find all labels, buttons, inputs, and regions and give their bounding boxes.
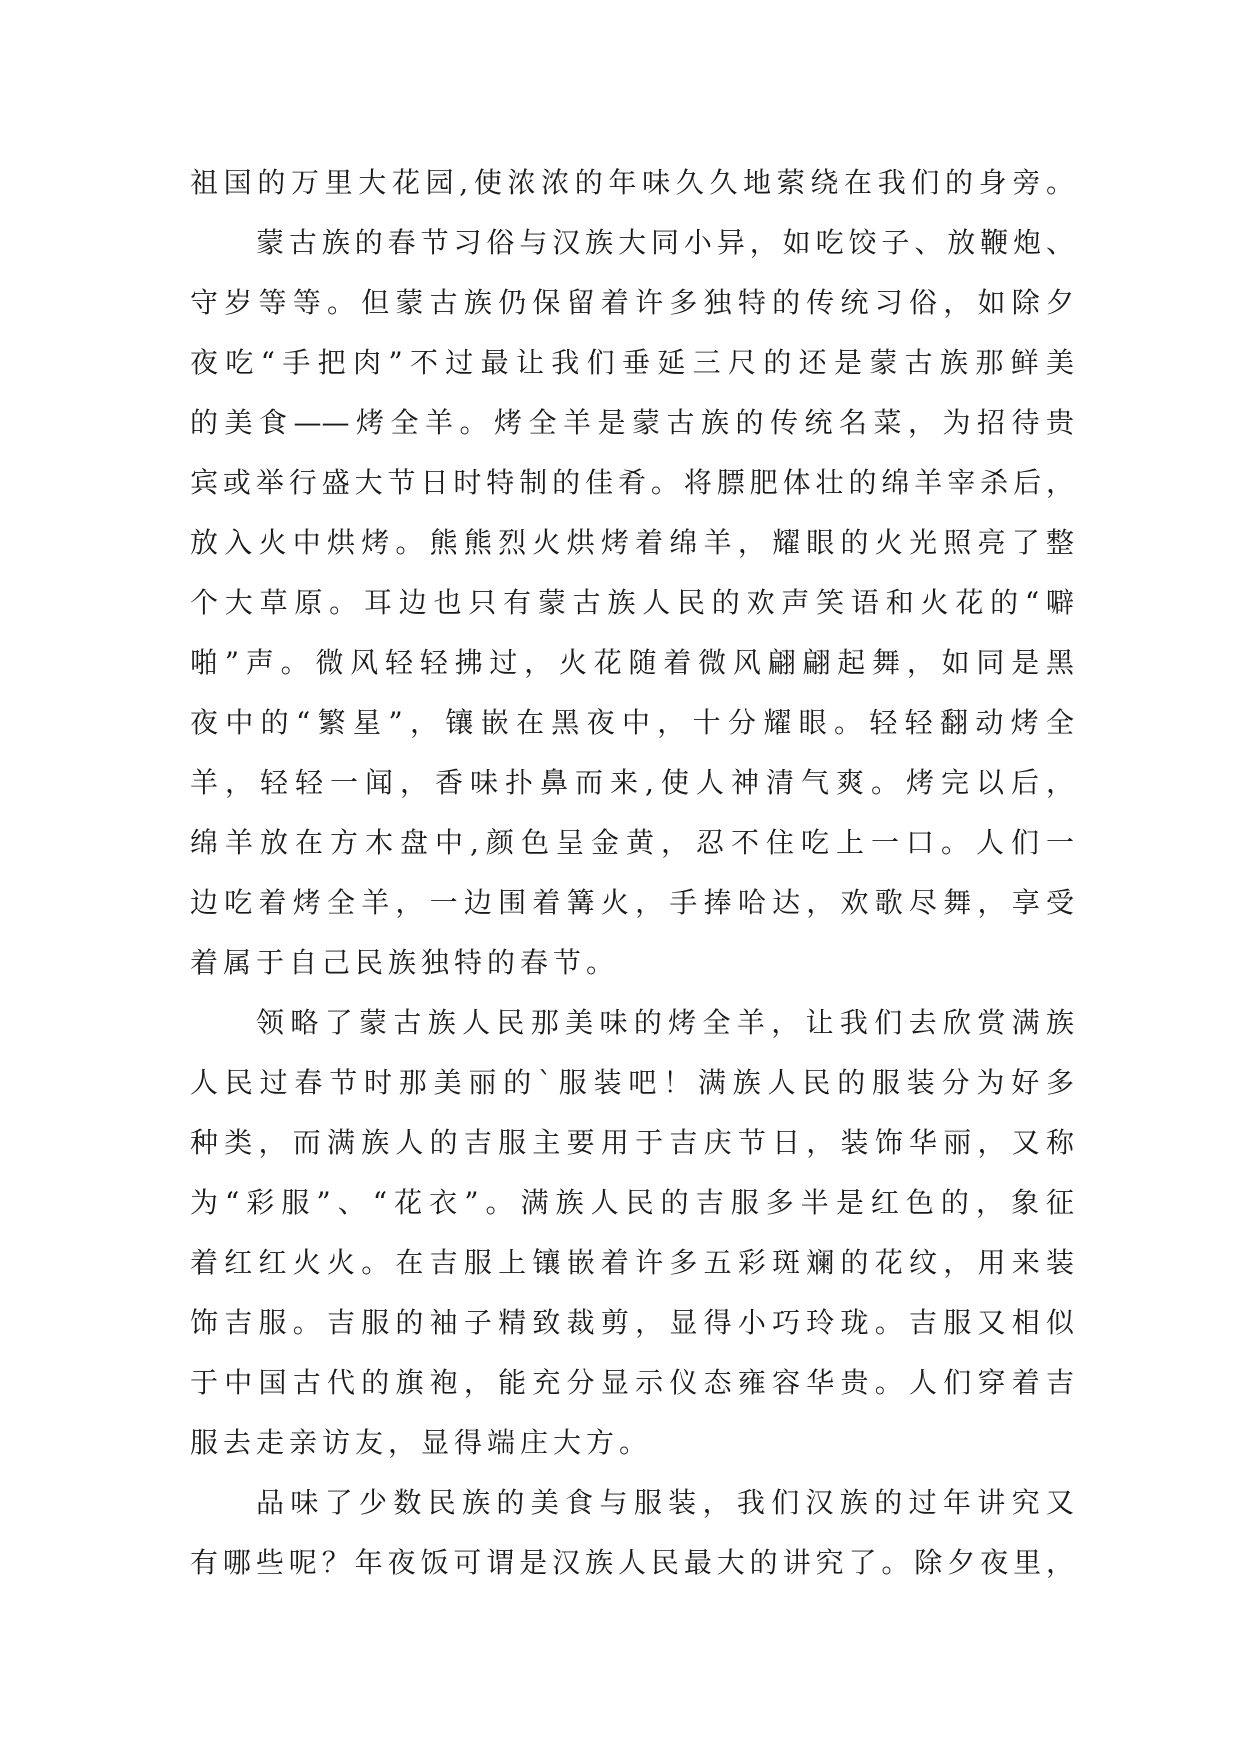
text-line: 的美食——烤全羊。烤全羊是蒙古族的传统名菜，为招待贵 [190, 406, 1074, 439]
text-line: 于中国古代的旗袍，能充分显示仪态雍容华贵。人们穿着吉 [190, 1366, 1074, 1399]
text-line: 祖国的万里大花园,使浓浓的年味久久地萦绕在我们的身旁。 [190, 166, 1074, 199]
paragraph-last-line: 服去走亲访友，显得端庄大方。 [190, 1426, 653, 1459]
text-line: 为“彩服”、“花衣”。满族人民的吉服多半是红色的，象征 [190, 1186, 1074, 1219]
text-line: 人民过春节时那美丽的`服装吧！满族人民的服装分为好多 [190, 1066, 1074, 1099]
text-line: 守岁等等。但蒙古族仍保留着许多独特的传统习俗，如除夕 [190, 286, 1074, 319]
text-line: 宾或举行盛大节日时特制的佳肴。将膘肥体壮的绵羊宰杀后， [190, 466, 1074, 499]
paragraph-first-line: 品味了少数民族的美食与服装，我们汉族的过年讲究又 [256, 1486, 1074, 1519]
paragraph-last-line: 着属于自己民族独特的春节。 [190, 946, 620, 979]
text-line: 种类，而满族人的吉服主要用于吉庆节日，装饰华丽，又称 [190, 1126, 1074, 1159]
text-line: 啪”声。微风轻轻拂过，火花随着微风翩翩起舞，如同是黑 [190, 646, 1074, 679]
text-line: 边吃着烤全羊，一边围着篝火，手捧哈达，欢歌尽舞，享受 [190, 886, 1074, 919]
text-line: 有哪些呢？年夜饭可谓是汉族人民最大的讲究了。除夕夜里， [190, 1546, 1074, 1579]
text-line: 羊，轻轻一闻，香味扑鼻而来,使人神清气爽。烤完以后， [190, 766, 1074, 799]
text-line: 放入火中烘烤。熊熊烈火烘烤着绵羊，耀眼的火光照亮了整 [190, 526, 1074, 559]
paragraph-first-line: 蒙古族的春节习俗与汉族大同小异，如吃饺子、放鞭炮、 [256, 226, 1074, 259]
text-line: 夜吃“手把肉”不过最让我们垂延三尺的还是蒙古族那鲜美 [190, 346, 1074, 379]
text-line: 饰吉服。吉服的袖子精致裁剪，显得小巧玲珑。吉服又相似 [190, 1306, 1074, 1339]
paragraph-first-line: 领略了蒙古族人民那美味的烤全羊，让我们去欣赏满族 [256, 1006, 1074, 1039]
body-text [190, 153, 1074, 1593]
text-line: 着红红火火。在吉服上镶嵌着许多五彩斑斓的花纹，用来装 [190, 1246, 1074, 1279]
text-line: 绵羊放在方木盘中,颜色呈金黄，忍不住吃上一口。人们一 [190, 826, 1074, 859]
text-line: 个大草原。耳边也只有蒙古族人民的欢声笑语和火花的“噼 [190, 586, 1074, 619]
text-line: 夜中的“繁星”，镶嵌在黑夜中，十分耀眼。轻轻翻动烤全 [190, 706, 1074, 739]
